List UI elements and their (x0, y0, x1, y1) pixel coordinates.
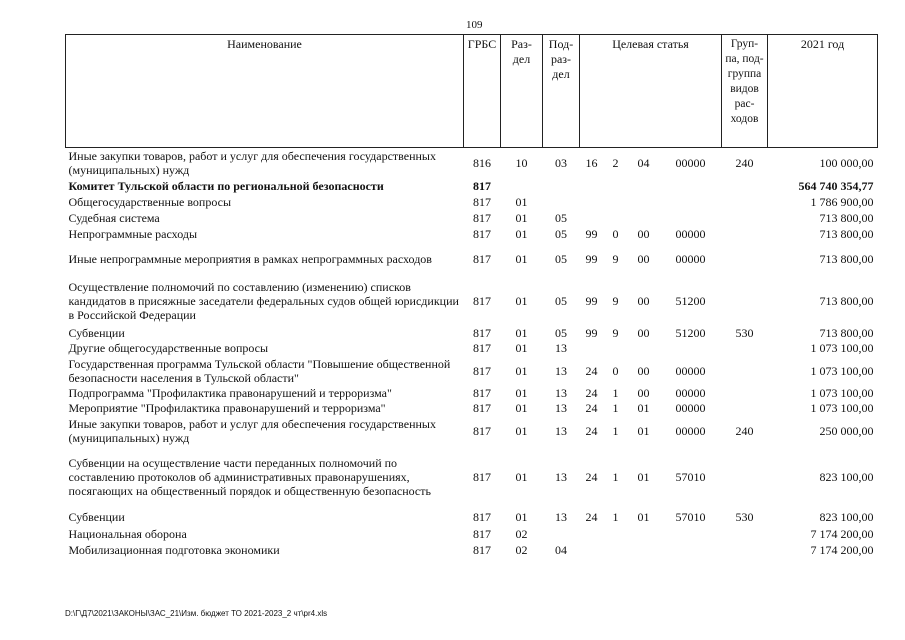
row-name: Непрограммные расходы (68, 226, 198, 241)
row-target-1 (580, 194, 604, 210)
page-number: 109 (466, 19, 483, 31)
row-target-1: 24 (585, 401, 598, 415)
row-sum: 713 800,00 (819, 226, 874, 241)
row-target-2: 1 (612, 423, 619, 438)
row-name: Иные закупки товаров, работ и услуг для обеспечения государственных (муниципальных) нужд (68, 416, 436, 445)
row-grbs: 817 (473, 251, 491, 266)
row-target-4: 51200 (675, 293, 706, 308)
row-target-1: 24 (585, 386, 598, 400)
header-year: 2021 год (768, 35, 878, 148)
row-target-4: 00000 (675, 363, 706, 378)
row-podrazdel (543, 178, 580, 194)
row-group (722, 526, 768, 542)
row-grbs: 817 (473, 194, 491, 209)
row-podrazdel: 13 (555, 341, 567, 355)
row-target-3: 01 (637, 423, 650, 438)
row-sum: 713 800,00 (819, 293, 874, 308)
row-podrazdel: 04 (555, 542, 567, 557)
row-sum: 564 740 354,77 (798, 178, 874, 193)
table-row (66, 446, 878, 508)
table-row (66, 242, 878, 276)
table-row (66, 542, 878, 558)
row-name: Национальная оборона (68, 526, 187, 541)
row-target-1 (580, 210, 604, 226)
row-grbs: 817 (473, 210, 491, 225)
row-razdel: 01 (515, 341, 528, 355)
row-target-4: 51200 (675, 326, 706, 340)
row-target-2 (604, 542, 628, 558)
row-target-4: 00000 (675, 401, 706, 415)
row-target-2 (604, 341, 628, 356)
row-razdel: 01 (515, 293, 528, 308)
table-body (66, 148, 878, 558)
row-target-4 (660, 194, 722, 210)
row-target-1: 24 (585, 363, 598, 378)
row-grbs: 817 (473, 386, 491, 400)
row-target-3 (628, 542, 660, 558)
row-razdel: 01 (515, 363, 528, 378)
row-sum: 1 073 100,00 (810, 386, 874, 400)
row-target-4: 00000 (675, 226, 706, 241)
row-group (722, 341, 768, 356)
row-target-1: 24 (585, 509, 598, 524)
row-sum: 823 100,00 (819, 469, 874, 484)
row-target-4 (660, 526, 722, 542)
row-podrazdel: 13 (555, 423, 567, 438)
row-target-2 (604, 194, 628, 210)
row-name: Иные закупки товаров, работ и услуг для обеспечения государственных (муниципальных) нужд (68, 148, 436, 177)
row-podrazdel (543, 194, 580, 210)
row-target-1: 99 (585, 326, 598, 340)
row-sum: 1 786 900,00 (810, 194, 874, 209)
table-row (66, 526, 878, 542)
row-target-2: 9 (612, 326, 619, 340)
row-group (722, 210, 768, 226)
row-sum: 713 800,00 (819, 326, 874, 340)
row-podrazdel: 05 (555, 226, 567, 241)
header-grbs: ГРБС (464, 35, 501, 148)
row-target-2 (604, 178, 628, 194)
row-grbs: 816 (473, 155, 491, 170)
row-target-2: 9 (612, 251, 619, 266)
row-target-3 (628, 194, 660, 210)
row-target-3 (628, 210, 660, 226)
row-grbs: 817 (473, 423, 491, 438)
row-target-4 (660, 178, 722, 194)
row-name: Подпрограмма "Профилактика правонарушений и терроризма" (68, 386, 392, 400)
row-podrazdel: 03 (555, 155, 567, 170)
row-target-2: 1 (612, 386, 619, 400)
row-razdel: 02 (515, 542, 528, 557)
row-target-4 (660, 210, 722, 226)
row-sum: 713 800,00 (819, 210, 874, 225)
table-row (66, 386, 878, 401)
row-grbs: 817 (473, 401, 491, 415)
row-podrazdel (543, 526, 580, 542)
row-target-1 (580, 178, 604, 194)
row-name: Общегосударственные вопросы (68, 194, 232, 209)
table-row (66, 178, 878, 194)
row-razdel: 01 (515, 469, 528, 484)
row-name: Иные непрограммные мероприятия в рамках непрограммных расходов (68, 251, 432, 266)
row-name: Мероприятие "Профилактика правонарушений и терроризма" (68, 401, 386, 415)
row-target-3 (628, 526, 660, 542)
row-name: Мобилизационная подготовка экономики (68, 542, 280, 557)
row-target-1 (580, 526, 604, 542)
row-target-2 (604, 210, 628, 226)
row-sum: 7 174 200,00 (810, 542, 874, 557)
table-row (66, 326, 878, 341)
row-razdel: 01 (515, 326, 528, 340)
row-group (722, 226, 768, 242)
table-row (66, 210, 878, 226)
row-sum: 7 174 200,00 (810, 526, 874, 541)
row-group (722, 356, 768, 386)
row-podrazdel: 13 (555, 509, 567, 524)
row-name: Осуществление полномочий по составлению (изменению) списков кандидатов в присяжные заседатели федеральных судов общей юрисдикции в Российской Федерации (68, 279, 459, 322)
header-razdel: Раз- дел (501, 35, 543, 148)
row-target-4: 00000 (675, 155, 706, 170)
table-row (66, 416, 878, 446)
row-razdel: 01 (515, 423, 528, 438)
table-row (66, 194, 878, 210)
row-target-4: 57010 (675, 469, 706, 484)
row-target-2: 1 (612, 469, 619, 484)
row-target-3: 00 (637, 326, 650, 340)
row-name: Субвенции (68, 509, 125, 524)
row-target-4: 00000 (675, 423, 706, 438)
row-target-4 (660, 542, 722, 558)
header-group: Груп- па, под- группа видов рас- ходов (722, 35, 768, 148)
row-grbs: 817 (473, 509, 491, 524)
row-podrazdel: 05 (555, 210, 567, 225)
row-podrazdel: 13 (555, 386, 567, 400)
row-target-1: 99 (585, 251, 598, 266)
row-group: 240 (735, 423, 754, 438)
row-group (722, 178, 768, 194)
table-row (66, 356, 878, 386)
row-group: 530 (735, 509, 754, 524)
row-grbs: 817 (473, 293, 491, 308)
table-header-row (66, 35, 878, 148)
row-group (722, 401, 768, 416)
row-name: Комитет Тульской области по региональной безопасности (68, 178, 384, 193)
row-target-1: 24 (585, 469, 598, 484)
file-path-footer: D:\Г\Д7\2021\ЗАКОНЫ\ЗАС_21\Изм. бюджет ТО 2021-2023_2 чт\pr4.xls (65, 609, 328, 618)
row-group: 240 (735, 155, 754, 170)
row-target-2: 1 (612, 509, 619, 524)
row-grbs: 817 (473, 469, 491, 484)
row-podrazdel: 13 (555, 469, 567, 484)
row-target-3: 04 (637, 155, 650, 170)
row-name: Субвенции на осуществление части переданных полномочий по составлению протоколов об административных правонарушениях, посягающих на общественный порядок и общественную безопасность (68, 455, 431, 498)
row-target-1 (580, 341, 604, 356)
row-sum: 250 000,00 (819, 423, 874, 438)
row-target-3: 00 (637, 386, 650, 400)
row-grbs: 817 (473, 542, 491, 557)
row-target-3: 00 (637, 251, 650, 266)
row-podrazdel: 05 (555, 293, 567, 308)
row-razdel: 01 (515, 210, 528, 225)
row-razdel: 01 (515, 509, 528, 524)
row-sum: 1 073 100,00 (810, 401, 874, 415)
row-sum: 1 073 100,00 (810, 341, 874, 355)
row-group (722, 242, 768, 276)
row-group (722, 276, 768, 326)
row-razdel: 01 (515, 401, 528, 415)
row-target-2: 0 (612, 363, 619, 378)
row-target-3: 01 (637, 401, 650, 415)
row-target-3 (628, 341, 660, 356)
row-sum: 1 073 100,00 (810, 363, 874, 378)
row-target-3: 00 (637, 363, 650, 378)
header-name: Наименование (66, 35, 464, 148)
table-row (66, 276, 878, 326)
row-target-1 (580, 542, 604, 558)
row-target-1: 99 (585, 293, 598, 308)
row-podrazdel: 13 (555, 363, 567, 378)
row-name: Субвенции (68, 326, 125, 340)
row-name: Другие общегосударственные вопросы (68, 341, 269, 355)
row-razdel: 01 (515, 194, 528, 209)
table-row (66, 401, 878, 416)
row-grbs: 817 (473, 326, 491, 340)
row-target-3: 01 (637, 509, 650, 524)
row-target-4: 00000 (675, 251, 706, 266)
row-group (722, 386, 768, 401)
header-target: Целевая статья (580, 35, 722, 148)
row-razdel: 01 (515, 226, 528, 241)
row-razdel: 02 (515, 526, 528, 541)
row-sum: 100 000,00 (819, 155, 874, 170)
row-group (722, 446, 768, 508)
row-target-2 (604, 526, 628, 542)
row-razdel: 01 (515, 251, 528, 266)
row-podrazdel: 05 (555, 326, 567, 340)
table-row (66, 508, 878, 526)
row-name: Государственная программа Тульской области "Повышение общественной безопасности населения в Тульской области" (68, 356, 451, 385)
row-podrazdel: 13 (555, 401, 567, 415)
row-grbs: 817 (473, 226, 491, 241)
row-target-1: 24 (585, 423, 598, 438)
row-target-2: 0 (612, 226, 619, 241)
row-sum: 713 800,00 (819, 251, 874, 266)
table-row (66, 341, 878, 356)
row-razdel: 01 (515, 386, 528, 400)
table-row (66, 148, 878, 178)
row-name: Судебная система (68, 210, 160, 225)
row-group (722, 542, 768, 558)
row-razdel: 10 (515, 155, 528, 170)
row-grbs: 817 (473, 178, 491, 193)
row-target-2: 1 (612, 401, 619, 415)
row-target-3: 00 (637, 293, 650, 308)
row-target-2: 9 (612, 293, 619, 308)
row-target-4: 57010 (675, 509, 706, 524)
header-podrazdel: Под- раз- дел (543, 35, 580, 148)
budget-table (65, 34, 878, 558)
row-target-3 (628, 178, 660, 194)
row-target-3: 00 (637, 226, 650, 241)
row-target-3: 01 (637, 469, 650, 484)
row-podrazdel: 05 (555, 251, 567, 266)
row-grbs: 817 (473, 526, 491, 541)
row-target-1: 16 (585, 155, 598, 170)
row-grbs: 817 (473, 341, 491, 355)
row-target-2: 2 (612, 155, 619, 170)
row-group: 530 (735, 326, 754, 340)
row-grbs: 817 (473, 363, 491, 378)
row-razdel (501, 178, 543, 194)
row-target-4 (660, 341, 722, 356)
row-target-4: 00000 (675, 386, 706, 400)
row-target-1: 99 (585, 226, 598, 241)
table-row (66, 226, 878, 242)
row-group (722, 194, 768, 210)
row-sum: 823 100,00 (819, 509, 874, 524)
